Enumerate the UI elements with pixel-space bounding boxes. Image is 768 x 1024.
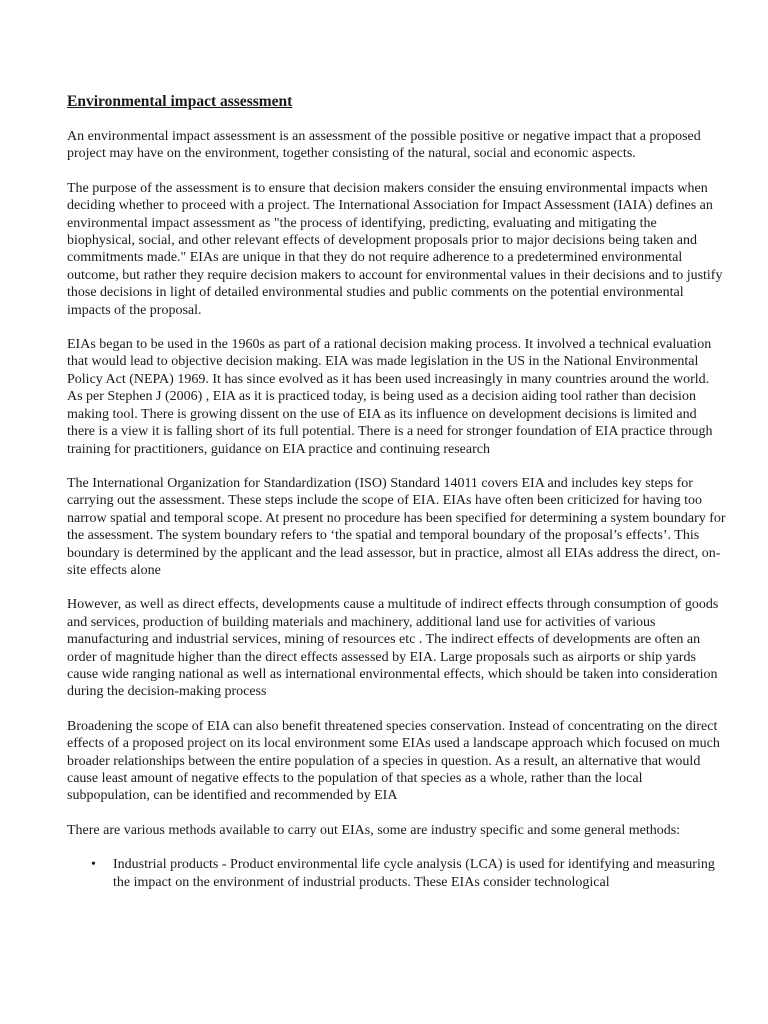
list-item (91, 856, 727, 891)
paragraph-indirect-effects: However, as well as direct effects, developments cause a multitude of indirect effects through consumption of goods and services, production of building materials and machinery, additional land use for activities of various manufacturing and industrial services, mining of resources etc . The indirect effects of developments are often an order of magnitude higher than the direct effects assessed by EIA. Large proposals such as airports or ship yards cause wide ranging national as well as international environmental effects, which should be taken into consideration during the decision-making process (67, 597, 719, 700)
document-title: Environmental impact assessment (67, 93, 293, 110)
document-page (67, 92, 727, 891)
methods-list (67, 856, 727, 891)
paragraph-methods-intro: There are various methods available to carry out EIAs, some are industry specific and some general methods: (67, 822, 681, 838)
paragraph-definition: An environmental impact assessment is an assessment of the possible positive or negative impact that a proposed project may have on the environment, together consisting of the natural, social and economic aspects. (67, 129, 701, 162)
paragraph-purpose: The purpose of the assessment is to ensure that decision makers consider the ensuing environmental impacts when deciding whether to proceed with a project. The International Association for Impact Assessment (IAIA) defines an environmental impact assessment as "the process of identifying, predicting, evaluating and mitigating the biophysical, social, and other relevant effects of development proposals prior to major decisions being taken and commitments made." EIAs are unique in that they do not require adherence to a predetermined environmental outcome, but rather they require decision makers to account for environmental values in their decisions and to justify those decisions in light of detailed environmental studies and public comments on the potential environmental impacts of the proposal. (67, 180, 723, 318)
paragraph-species-conservation: Broadening the scope of EIA can also benefit threatened species conservation. Instead of concentrating on the direct effects of a proposed project on its local environment some EIAs used a landscape approach which focused on much broader relationships between the entire population of a species in question. As a result, an alternative that would cause least amount of negative effects to the population of that species as a whole, rather than the local subpopulation, can be identified and recommended by EIA (67, 718, 720, 804)
bullet-icon: • (91, 857, 96, 873)
paragraph-iso-standard: The International Organization for Standardization (ISO) Standard 14011 covers EIA and includes key steps for carrying out the assessment. These steps include the scope of EIA. EIAs have often been criticized for having too narrow spatial and temporal scope. At present no procedure has been specified for determining a system boundary for the assessment. The system boundary refers to ‘the spatial and temporal boundary of the proposal’s effects’. This boundary is determined by the applicant and the lead assessor, but in practice, almost all EIAs address the direct, on-site effects alone (67, 475, 726, 578)
paragraph-history: EIAs began to be used in the 1960s as part of a rational decision making process. It involved a technical evaluation that would lead to objective decision making. EIA was made legislation in the US in the National Environmental Policy Act (NEPA) 1969. It has since evolved as it has been used increasingly in many countries around the world. As per Stephen J (2006) , EIA as it is practiced today, is being used as a decision aiding tool rather than decision making tool. There is growing dissent on the use of EIA as its influence on development decisions is limited and there is a view it is falling short of its full potential. There is a need for stronger foundation of EIA practice through training for practitioners, guidance on EIA practice and continuing research (67, 337, 713, 457)
list-item-text: Industrial products - Product environmental life cycle analysis (LCA) is used for identifying and measuring the impact on the environment of industrial products. These EIAs consider technological (113, 857, 715, 890)
